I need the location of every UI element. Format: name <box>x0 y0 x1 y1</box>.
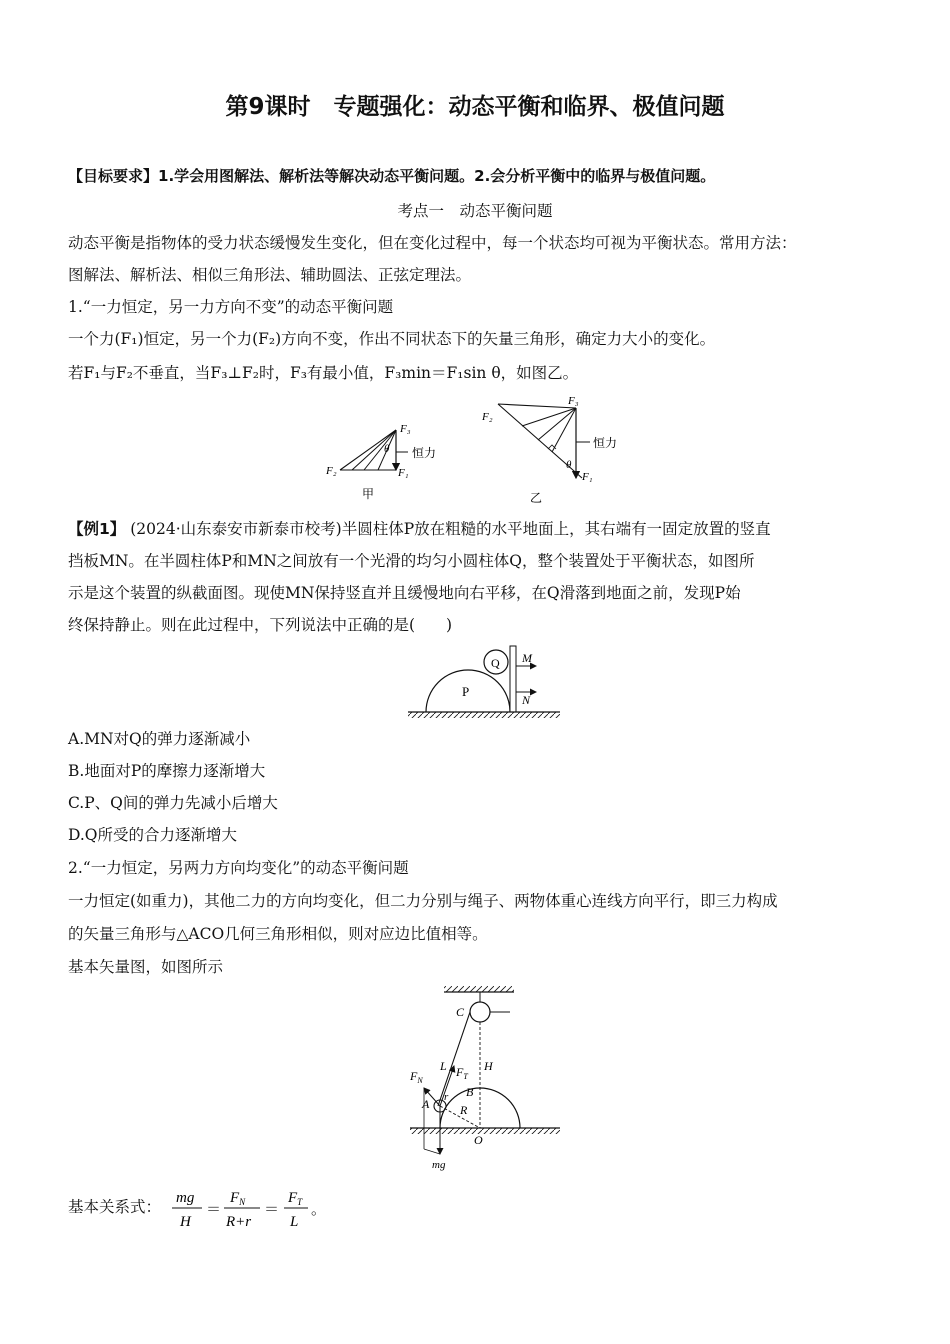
jia-const-label: 恒力 <box>412 446 437 460</box>
intro-line-2: 图解法、解析法、相似三角形法、辅助圆法、正弦定理法。 <box>68 266 472 284</box>
label-mg: mg <box>432 1159 446 1171</box>
yi-F2-label: F₂ <box>482 411 493 423</box>
goal-label: 【目标要求】 <box>68 167 159 185</box>
point2-line-3: 基本矢量图，如图所示 <box>68 958 224 976</box>
frac1-den: H <box>180 1214 191 1230</box>
relation-formula <box>168 1184 328 1234</box>
relation-label: 基本关系式： <box>68 1198 162 1216</box>
label-R: R <box>460 1103 468 1117</box>
eq-2: ＝ <box>264 1202 280 1218</box>
goal-text: 1.学会用图解法、解析法等解决动态平衡问题。2.会分析平衡中的临界与极值问题。 <box>158 167 716 185</box>
label-H: H <box>484 1059 493 1073</box>
jia-F1-label: F₁ <box>398 467 409 479</box>
point1-line-1: 一个力(F₁)恒定，另一个力(F₂)方向不变，作出不同状态下的矢量三角形，确定力大小的变化。 <box>68 330 716 348</box>
label-A: A <box>422 1097 430 1111</box>
label-Q: Q <box>491 656 500 670</box>
example1-label: 【例1】 <box>68 520 126 538</box>
label-FN: $F_N$ <box>410 1069 423 1085</box>
point1-heading: 1.“一力恒定，另一力方向不变”的动态平衡问题 <box>68 298 394 316</box>
option-c: C.P、Q间的弹力先减小后增大 <box>68 794 278 812</box>
point2-heading: 2.“一力恒定，另两力方向均变化”的动态平衡问题 <box>68 859 409 877</box>
figure-jia <box>322 412 452 504</box>
yi-F3-label: F₃ <box>568 395 579 407</box>
label-N: N <box>522 693 531 707</box>
yi-caption: 乙 <box>530 491 543 505</box>
frac3-den: L <box>290 1214 299 1230</box>
jia-F3-label: F₃ <box>400 423 411 435</box>
option-b: B.地面对P的摩擦力逐渐增大 <box>68 762 266 780</box>
label-L: L <box>440 1059 447 1073</box>
eq-1: ＝ <box>206 1202 222 1218</box>
label-M: M <box>522 651 532 665</box>
label-r: r <box>444 1091 449 1103</box>
point2-line-2: 的矢量三角形与△ACO几何三角形相似，则对应边比值相等。 <box>68 925 488 943</box>
yi-F1-label: F₁ <box>582 471 593 483</box>
example1-line-2: 挡板MN。在半圆柱体P和MN之间放有一个光滑的均匀小圆柱体Q，整个装置处于平衡状态，如图所 <box>68 552 755 570</box>
frac2-den: R+r <box>226 1214 252 1230</box>
option-a: A.MN对Q的弹力逐渐减小 <box>68 730 251 748</box>
jia-F2-label: F₂ <box>326 465 337 477</box>
frac2-num: $F_N$ <box>230 1190 246 1207</box>
figure-pulley <box>404 986 564 1176</box>
figure-yi <box>478 392 638 510</box>
page-title: 第9课时 专题强化：动态平衡和临界、极值问题 <box>225 94 725 120</box>
example1-line-4: 终保持静止。则在此过程中，下列说法中正确的是( ) <box>68 616 453 634</box>
example1-figure <box>404 642 564 720</box>
example1-line-3: 示是这个装置的纵截面图。现使MN保持竖直并且缓慢地向右平移，在Q滑落到地面之前，发现P始 <box>68 584 741 602</box>
yi-const-label: 恒力 <box>593 436 618 450</box>
jia-theta-label: θ <box>384 443 390 455</box>
point1-line-2: 若F₁与F₂不垂直，当F₃⊥F₂时，F₃有最小值，F₃min＝F₁sin θ，如图乙。 <box>68 364 579 382</box>
section1-heading: 考点一 动态平衡问题 <box>397 202 553 220</box>
label-C: C <box>456 1005 465 1019</box>
frac3-num: $F_T$ <box>288 1190 303 1207</box>
intro-line-1: 动态平衡是指物体的受力状态缓慢发生变化，但在变化过程中，每一个状态均可视为平衡状态。常用方法： <box>68 234 797 252</box>
label-P: P <box>462 684 470 699</box>
frac1-num: mg <box>176 1190 195 1206</box>
relation-end: 。 <box>311 1202 327 1218</box>
point2-line-1: 一力恒定(如重力)，其他二力的方向均变化，但二力分别与绳子、两物体重心连线方向平行，即三力构成 <box>68 892 778 910</box>
goal-line <box>68 165 888 187</box>
yi-theta-label: θ <box>566 459 572 471</box>
example1-line-1: 【例1】 (2024·山东泰安市新泰市校考)半圆柱体P放在粗糙的水平地面上，其右端有一固定放置的竖直 <box>68 520 771 538</box>
label-O: O <box>474 1133 483 1147</box>
option-d: D.Q所受的合力逐渐增大 <box>68 826 238 844</box>
label-FT: $F_T$ <box>456 1065 468 1081</box>
jia-caption: 甲 <box>362 487 375 501</box>
label-B: B <box>466 1085 474 1099</box>
